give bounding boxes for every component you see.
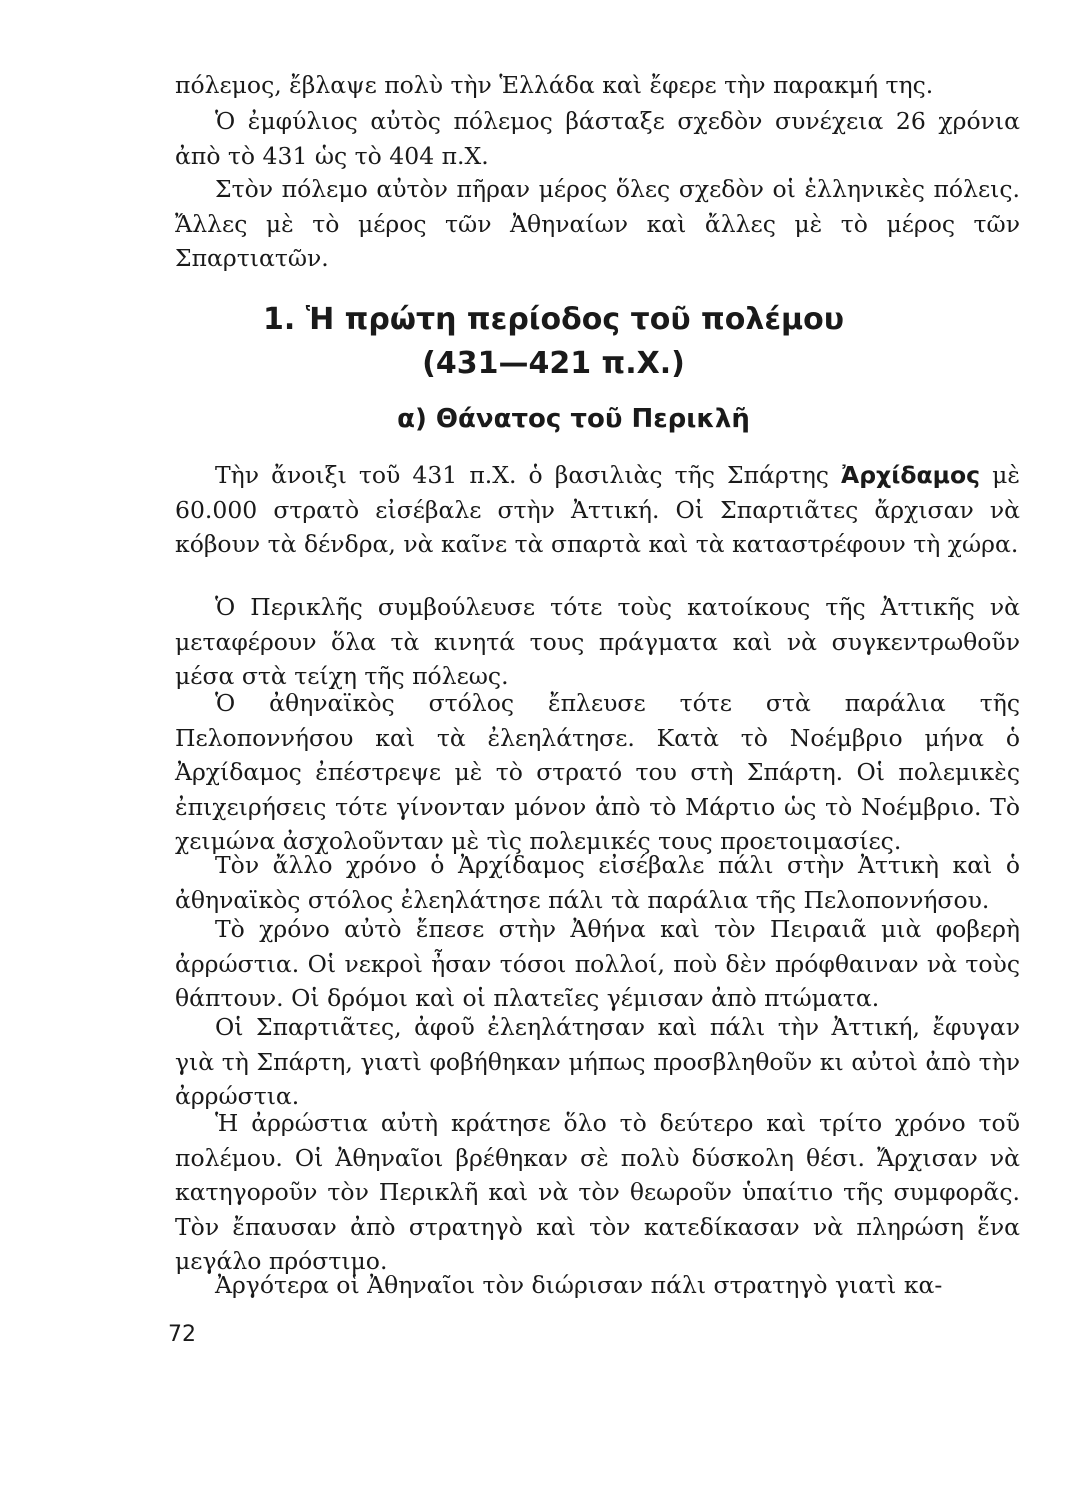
intro-paragraph-2: Ὁ ἐμφύλιος αὐτὸς πόλεμος βάσταξε σχεδὸν συνέχεια 26 χρόνια ἀπὸ τὸ 431 ὡς τὸ 404 π.Χ. <box>175 107 1020 170</box>
section-dates: (431—421 π.Χ.) <box>422 346 685 381</box>
body-paragraph-4: Τὸν ἄλλο χρόνο ὁ Ἀρχίδαμος εἰσέβαλε πάλι στὴν Ἀττικὴ καὶ ὁ ἀθηναϊκὸς στόλος ἐλεηλάτησε πάλι τὰ παράλια τῆς Πελοποννήσου. <box>175 851 1020 914</box>
name-archidamos: Ἀρχίδαμος <box>841 461 981 489</box>
paragraph-text-after: μὲ 60.000 στρατὸ εἰσέβαλε στὴν Ἀττική. Οἱ Σπαρτιᾶτες ἄρχισαν νὰ κόβουν τὰ δένδρα, νὰ καῖνε τὰ σπαρτὰ καὶ τὰ καταστρέφουν τὴ χώρα. <box>175 461 1020 558</box>
body-paragraph-8: Ἀργότερα οἱ Ἀθηναῖοι τὸν διώρισαν πάλι στρατηγὸ γιατὶ κα- <box>215 1271 943 1299</box>
intro-paragraph-1: πόλεμος, ἔβλαψε πολὺ τὴν Ἑλλάδα καὶ ἔφερε τὴν παρακμή της. <box>175 71 934 99</box>
body-paragraph-7: Ἡ ἀρρώστια αὐτὴ κράτησε ὅλο τὸ δεύτερο καὶ τρίτο χρόνο τοῦ πολέμου. Οἱ Ἀθηναῖοι βρέθηκαν σὲ πολὺ δύσκολη θέσι. Ἄρχισαν νὰ κατηγοροῦν τὸν Περικλῆ καὶ νὰ τὸν θεωροῦν ὑπαίτιο τῆς συμφορᾶς. Τὸν ἔπαυσαν ἀπὸ στρατηγὸ καὶ τὸν κατεδίκασαν νὰ πληρώση ἕνα μεγάλο πρόστιμο. <box>175 1109 1020 1275</box>
paragraph-text-before: Τὴν ἄνοιξι τοῦ 431 π.Χ. ὁ βασιλιὰς τῆς Σπάρτης <box>215 461 842 489</box>
body-paragraph-2: Ὁ Περικλῆς συμβούλευσε τότε τοὺς κατοίκους τῆς Ἀττικῆς νὰ μεταφέρουν ὅλα τὰ κινητά τους πράγματα καὶ νὰ συγκεντρωθοῦν μέσα στὰ τείχη τῆς πόλεως. <box>175 593 1020 690</box>
body-paragraph-1 <box>175 458 1020 562</box>
intro-paragraph-3: Στὸν πόλεμο αὐτὸν πῆραν μέρος ὅλες σχεδὸν οἱ ἑλληνικὲς πόλεις. Ἄλλες μὲ τὸ μέρος τῶν Ἀθηναίων καὶ ἄλλες μὲ τὸ μέρος τῶν Σπαρτιατῶν. <box>175 175 1020 272</box>
section-title: 1. Ἡ πρώτη περίοδος τοῦ πολέμου <box>262 302 844 337</box>
body-paragraph-3: Ὁ ἀθηναϊκὸς στόλος ἔπλευσε τότε στὰ παράλια τῆς Πελοποννήσου καὶ τὰ ἐλεηλάτησε. Κατὰ τὸ Νοέμβριο μήνα ὁ Ἀρχίδαμος ἐπέστρεψε μὲ τὸ στρατό του στὴ Σπάρτη. Οἱ πολεμικὲς ἐπιχειρήσεις τότε γίνονταν μόνον ἀπὸ τὸ Μάρτιο ὡς τὸ Νοέμβριο. Τὸ χειμώνα ἀσχολοῦνταν μὲ τὶς πολεμικές τους προετοιμασίες. <box>175 689 1020 855</box>
body-paragraph-6: Οἱ Σπαρτιᾶτες, ἀφοῦ ἐλεηλάτησαν καὶ πάλι τὴν Ἀττική, ἔφυγαν γιὰ τὴ Σπάρτη, γιατὶ φοβήθηκαν μήπως προσβληθοῦν κι αὐτοὶ ἀπὸ τὴν ἀρρώστια. <box>175 1013 1020 1110</box>
subsection-title: α) Θάνατος τοῦ Περικλῆ <box>397 404 750 434</box>
page-number: 72 <box>168 1322 196 1347</box>
body-paragraph-5: Τὸ χρόνο αὐτὸ ἔπεσε στὴν Ἀθήνα καὶ τὸν Πειραιᾶ μιὰ φοβερὴ ἀρρώστια. Οἱ νεκροὶ ἦσαν τόσοι πολλοί, ποὺ δὲν πρόφθαιναν νὰ τοὺς θάπτουν. Οἱ δρόμοι καὶ οἱ πλατεῖες γέμισαν ἀπὸ πτώματα. <box>175 915 1020 1012</box>
